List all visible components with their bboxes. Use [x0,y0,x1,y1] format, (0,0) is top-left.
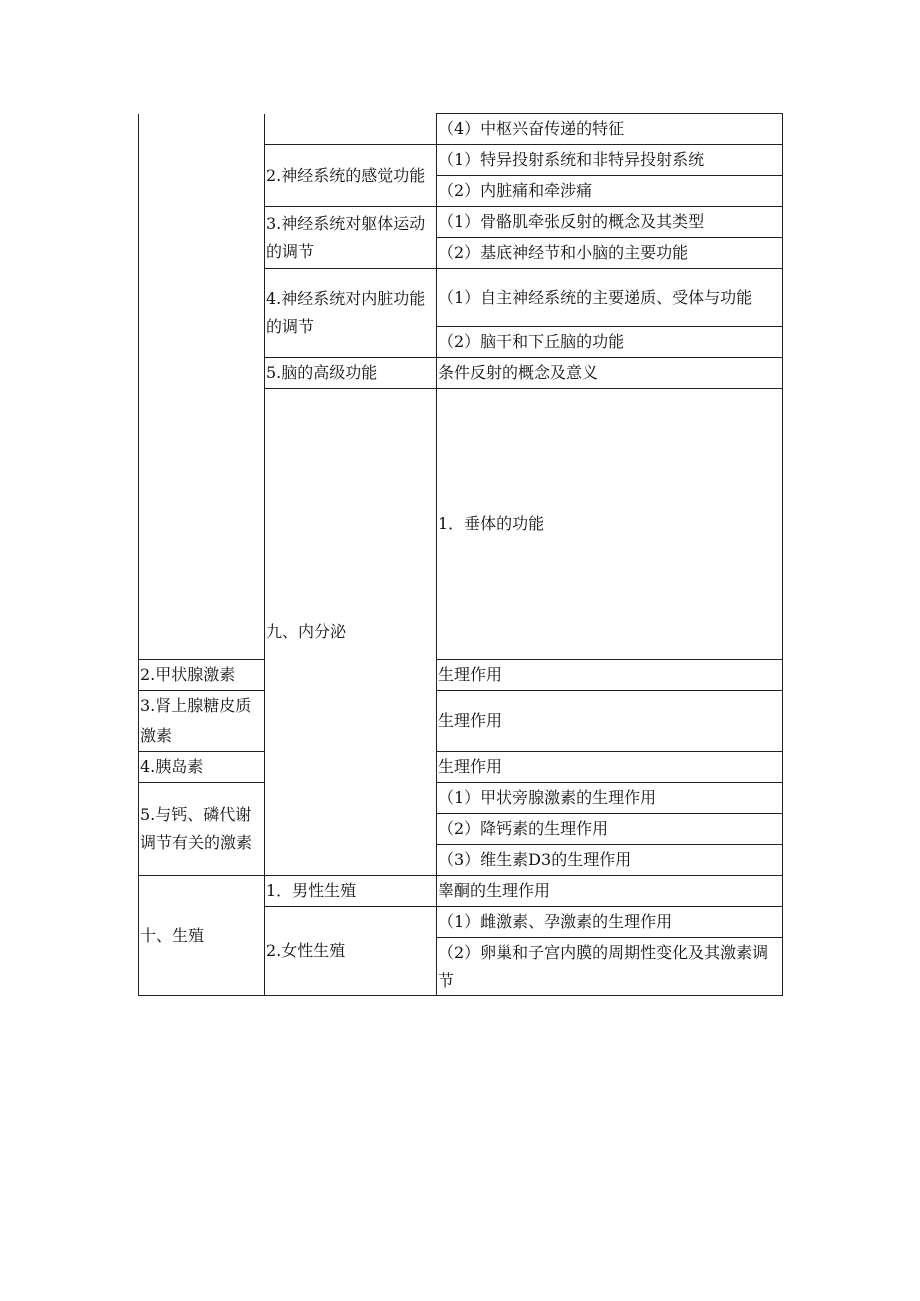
topic-cell: 2.甲状腺激素 [139,660,265,691]
table-row [139,752,783,783]
topic-cell: 3.肾上腺糖皮质激素 [139,691,265,752]
topic-cell: 5.脑的高级功能 [265,358,437,389]
item-cell: （3）维生素D3的生理作用 [437,845,783,876]
topic-cell: 3.神经系统对躯体运动的调节 [265,207,437,269]
item-cell: （4）中枢兴奋传递的特征 [437,114,783,145]
item-cell: （2）脑干和下丘脑的功能 [437,327,783,358]
topic-cell: 1．垂体的功能 [437,389,783,660]
table-row [139,114,783,145]
item-cell: （1）甲状旁腺激素的生理作用 [437,783,783,814]
topic-cell-continued [265,114,437,145]
topic-cell: 5.与钙、磷代谢调节有关的激素 [139,783,265,876]
topic-cell: 2.女性生殖 [265,907,437,996]
section-cell: 九、内分泌 [265,389,437,876]
item-cell: 条件反射的概念及意义 [437,358,783,389]
item-cell: （2）卵巢和子宫内膜的周期性变化及其激素调节 [437,938,783,996]
item-cell: 生理作用 [437,691,783,752]
topic-cell: 1．男性生殖 [265,876,437,907]
topic-cell: 2.神经系统的感觉功能 [265,145,437,207]
table-row [139,660,783,691]
item-cell: （1）骨骼肌牵张反射的概念及其类型 [437,207,783,238]
item-cell: （2）内脏痛和牵涉痛 [437,176,783,207]
syllabus-table [138,113,783,996]
item-cell: 生理作用 [437,752,783,783]
item-cell: （1）特异投射系统和非特异投射系统 [437,145,783,176]
table-row [139,876,783,907]
item-cell: （1）自主神经系统的主要递质、受体与功能 [437,269,783,327]
section-cell: 十、生殖 [139,876,265,996]
table-row [139,783,783,814]
item-cell: （2）降钙素的生理作用 [437,814,783,845]
topic-cell: 4.胰岛素 [139,752,265,783]
table-row [139,691,783,752]
item-cell: 睾酮的生理作用 [437,876,783,907]
item-cell: （2）基底神经节和小脑的主要功能 [437,238,783,269]
section-cell-continued [139,114,265,660]
topic-cell: 4.神经系统对内脏功能的调节 [265,269,437,358]
item-cell: 生理作用 [437,660,783,691]
item-cell: （1）雌激素、孕激素的生理作用 [437,907,783,938]
